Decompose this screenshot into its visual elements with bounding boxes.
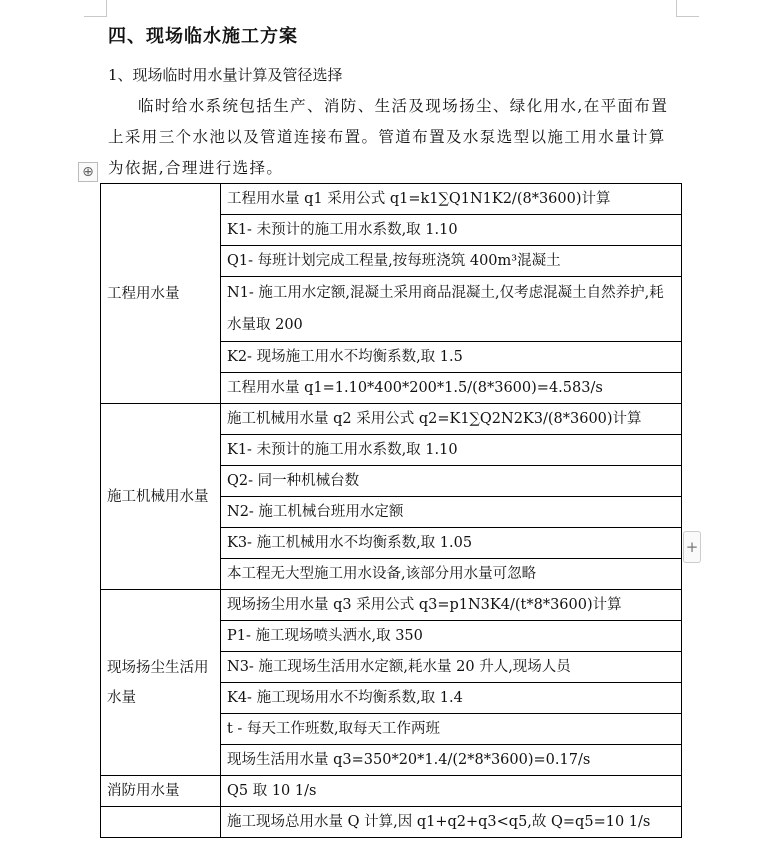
category-cell — [101, 807, 221, 838]
table-cell: t - 每天工作班数,取每天工作两班 — [221, 714, 682, 745]
category-cell: 工程用水量 — [101, 184, 221, 404]
table-cell: K1- 未预计的施工用水系数,取 1.10 — [221, 215, 682, 246]
table-cell: 施工机械用水量 q2 采用公式 q2=K1∑Q2N2K3/(8*3600)计算 — [221, 404, 682, 435]
margin-corner-mark — [676, 0, 699, 17]
table-cell: P1- 施工现场喷头洒水,取 350 — [221, 621, 682, 652]
water-usage-table — [100, 183, 682, 838]
category-cell: 消防用水量 — [101, 776, 221, 807]
table-row — [101, 776, 682, 807]
table-row — [101, 184, 682, 215]
section-heading: 四、现场临水施工方案 — [108, 26, 298, 47]
table-row — [101, 590, 682, 621]
category-cell: 施工机械用水量 — [101, 404, 221, 590]
table-cell: K2- 现场施工用水不均衡系数,取 1.5 — [221, 342, 682, 373]
table-cell: Q1- 每班计划完成工程量,按每班浇筑 400m³混凝土 — [221, 246, 682, 277]
table-cell: 工程用水量 q1=1.10*400*200*1.5/(8*3600)=4.583/s — [221, 373, 682, 404]
margin-corner-mark — [84, 0, 107, 17]
category-cell: 现场扬尘生活用水量 — [101, 590, 221, 776]
table-cell: N1- 施工用水定额,混凝土采用商品混凝土,仅考虑混凝土自然养护,耗水量取 200 — [221, 277, 682, 342]
table-cell: 现场生活用水量 q3=350*20*1.4/(2*8*3600)=0.17/s — [221, 745, 682, 776]
add-column-button[interactable]: + — [683, 531, 701, 563]
table-cell: Q2- 同一种机械台数 — [221, 466, 682, 497]
table-cell: N3- 施工现场生活用水定额,耗水量 20 升人,现场人员 — [221, 652, 682, 683]
table-cell: 本工程无大型施工用水设备,该部分用水量可忽略 — [221, 559, 682, 590]
table-cell: N2- 施工机械台班用水定额 — [221, 497, 682, 528]
intro-paragraph — [108, 91, 680, 184]
subsection-heading: 1、现场临时用水量计算及管径选择 — [108, 66, 343, 84]
table-cell: 现场扬尘用水量 q3 采用公式 q3=p1N3K4/(t*8*3600)计算 — [221, 590, 682, 621]
table-cell: K1- 未预计的施工用水系数,取 1.10 — [221, 435, 682, 466]
table-row — [101, 404, 682, 435]
table-cell: Q5 取 10 1/s — [221, 776, 682, 807]
table-cell: 工程用水量 q1 采用公式 q1=k1∑Q1N1K2/(8*3600)计算 — [221, 184, 682, 215]
table-row — [101, 807, 682, 838]
intro-paragraph-text: 临时给水系统包括生产、消防、生活及现场扬尘、绿化用水,在平面布置上采用三个水池以及管道连接布置。管道布置及水泵选型以施工用水量计算为依据,合理进行选择。 — [108, 97, 669, 177]
table-cell: K3- 施工机械用水不均衡系数,取 1.05 — [221, 528, 682, 559]
table-cell: 施工现场总用水量 Q 计算,因 q1+q2+q3<q5,故 Q=q5=10 1/s — [221, 807, 682, 838]
table-move-handle-icon[interactable]: ⊕ — [78, 162, 98, 182]
table-cell: K4- 施工现场用水不均衡系数,取 1.4 — [221, 683, 682, 714]
